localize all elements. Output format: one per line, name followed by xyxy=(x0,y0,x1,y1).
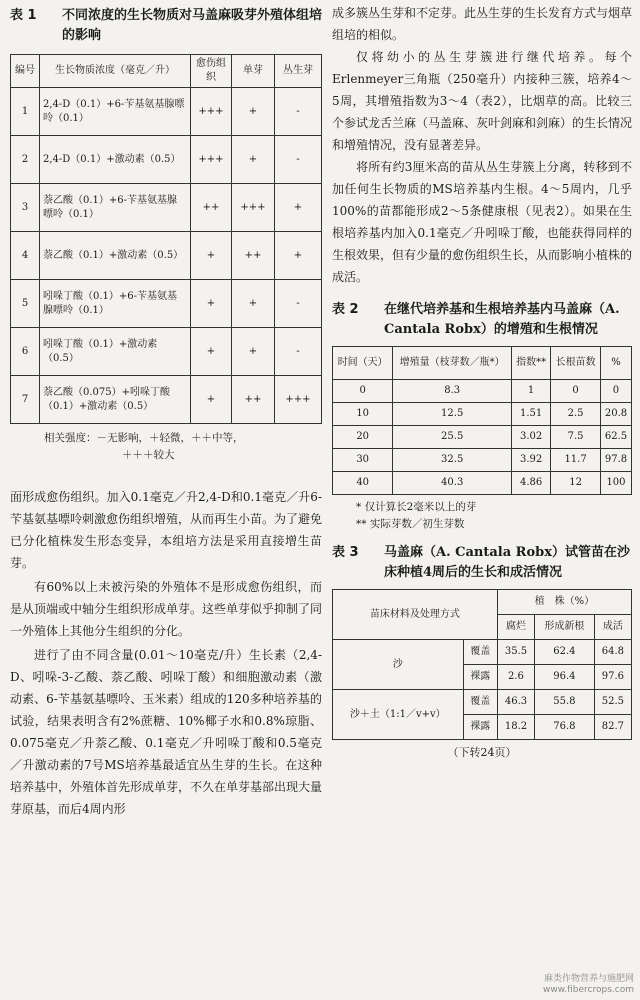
table2-cell: 100 xyxy=(600,472,631,495)
table3-cell-treatment: 覆盖 xyxy=(463,690,497,715)
table1-cell-cluster: +++ xyxy=(275,376,322,424)
table-row xyxy=(333,380,632,403)
table2-note-2: ** 实际芽数／初生芽数 xyxy=(356,518,465,530)
table2-header-index: 指数** xyxy=(512,347,551,380)
table1-cell-callus: + xyxy=(191,376,232,424)
table1-cell-cluster: + xyxy=(275,184,322,232)
table1-cell-callus: + xyxy=(191,232,232,280)
table2-cell: 20.8 xyxy=(600,403,631,426)
table2-cell: 7.5 xyxy=(551,426,601,449)
table-row xyxy=(11,376,322,424)
left-paragraph-1: 面形成愈伤组织。加入0.1毫克／升2,4-D和0.1毫克／升6-苄基氨基嘌呤刺激愈伤组织增殖，从而再生小苗。为了避免已分化植株发生形态变异，本组培方法是采用直接增生苗芽。 xyxy=(10,490,323,570)
table2-notes xyxy=(356,499,632,533)
watermark-line-1: 麻类作物营养与施肥网 xyxy=(543,974,634,984)
table3-body xyxy=(333,640,632,740)
table2-cell: 10 xyxy=(333,403,393,426)
table2-cell: 1.51 xyxy=(512,403,551,426)
table1-caption xyxy=(10,6,322,46)
table-row xyxy=(333,426,632,449)
table1 xyxy=(10,54,322,424)
table2-header-percent: % xyxy=(600,347,631,380)
table1-cell-substance: 吲哚丁酸（0.1）+6-苄基氨基腺嘌呤（0.1） xyxy=(40,280,191,328)
table1-header-callus: 愈伤组织 xyxy=(191,55,232,88)
table-row xyxy=(11,136,322,184)
table1-header-row xyxy=(11,55,322,88)
table2-cell: 97.8 xyxy=(600,449,631,472)
table1-cell-callus: + xyxy=(191,280,232,328)
table3-header-plants: 植 株（%） xyxy=(497,590,631,615)
table1-cell-cluster: - xyxy=(275,136,322,184)
table3-cell-survival: 97.6 xyxy=(594,665,631,690)
table3-cell-rot: 18.2 xyxy=(497,715,534,740)
watermark xyxy=(543,974,634,996)
table2-header-time: 时间（天） xyxy=(333,347,393,380)
table2-cell: 40 xyxy=(333,472,393,495)
table1-cell-substance: 萘乙酸（0.075）+吲哚丁酸（0.1）+激动素（0.5） xyxy=(40,376,191,424)
table1-cell-single: + xyxy=(232,136,275,184)
table1-cell-substance: 吲哚丁酸（0.1）+激动素（0.5） xyxy=(40,328,191,376)
table-row xyxy=(333,640,632,665)
table1-cell-cluster: + xyxy=(275,232,322,280)
table2-cell: 0 xyxy=(600,380,631,403)
table2-cell: 40.3 xyxy=(393,472,512,495)
table3 xyxy=(332,589,632,740)
table1-header-cluster: 丛生芽 xyxy=(275,55,322,88)
table1-cell-substance: 2,4-D（0.1）+激动素（0.5） xyxy=(40,136,191,184)
table1-cell-single: ++ xyxy=(232,232,275,280)
table3-cell-survival: 52.5 xyxy=(594,690,631,715)
table-row xyxy=(333,449,632,472)
table2 xyxy=(332,346,632,495)
left-column xyxy=(10,0,322,820)
table3-cell-material: 沙＋土（1:1／v+v） xyxy=(333,690,464,740)
right-paragraph-3: 将所有约3厘米高的苗从丛生芽簇上分离，转移到不加任何生长物质的MS培养基内生根。4～5周内，几乎100%的苗都能形成2～5条健康根（见表2）。如果在生根培养基内加入0.1毫克／升吲哚丁酸，也能获得同样的生根效果，但有少量的愈伤组织生长，从而影响小植株的成活。 xyxy=(332,160,633,284)
table3-header-new-roots: 形成新根 xyxy=(535,615,595,640)
left-paragraph-3: 进行了由不同含量(0.01～10毫克/升）生长素（2,4-D、吲哚-3-乙酸、萘乙酸、吲哚丁酸）和细胞激动素（激动素、6-苄基氨基嘌呤、玉米素）组成的120多种培养基的试验，结果表明含有2%蔗糖、10%椰子水和0.8%琼脂、0.075毫克／升萘乙酸、0.1毫克／升吲哚丁酸和0.5毫克／升激动素的7号MS培养基最适宜丛生芽的生长。在这种培养基中，外殖体首先形成单芽，不久在单芽基部出现大量芽原基，而后4周内形 xyxy=(10,648,323,816)
table-row xyxy=(11,232,322,280)
table1-title: 不同浓度的生长物质对马盖麻吸芽外殖体组培的影响 xyxy=(62,8,323,43)
table2-cell: 25.5 xyxy=(393,426,512,449)
table-row xyxy=(333,472,632,495)
table1-cell-single: +++ xyxy=(232,184,275,232)
table2-cell: 32.5 xyxy=(393,449,512,472)
table3-cell-treatment: 覆盖 xyxy=(463,640,497,665)
table2-cell: 62.5 xyxy=(600,426,631,449)
table1-cell-id: 3 xyxy=(11,184,40,232)
table2-cell: 11.7 xyxy=(551,449,601,472)
left-body-text xyxy=(10,486,322,820)
table3-header-row-1 xyxy=(333,590,632,615)
table2-cell: 0 xyxy=(333,380,393,403)
table-row xyxy=(11,328,322,376)
table3-cell-new-roots: 55.8 xyxy=(535,690,595,715)
table3-cell-rot: 35.5 xyxy=(497,640,534,665)
table1-cell-id: 6 xyxy=(11,328,40,376)
table1-cell-callus: +++ xyxy=(191,88,232,136)
table1-cell-substance: 萘乙酸（0.1）+激动素（0.5） xyxy=(40,232,191,280)
table-row xyxy=(11,280,322,328)
table1-body xyxy=(11,88,322,424)
table2-title: 在继代培养基和生根培养基内马盖麻（A. Cantala Robx）的增殖和生根情况 xyxy=(384,302,620,337)
table3-cell-survival: 82.7 xyxy=(594,715,631,740)
table1-cell-single: + xyxy=(232,88,275,136)
table3-header-survival: 成活 xyxy=(594,615,631,640)
table-row xyxy=(333,690,632,715)
table2-body xyxy=(333,380,632,495)
table1-cell-callus: ++ xyxy=(191,184,232,232)
left-paragraph-2: 有60%以上未被污染的外殖体不是形成愈伤组织，而是从顶端或中轴分生组织形成单芽。这些单芽似乎抑制了同一外殖体上其他分生组织的分化。 xyxy=(10,580,323,638)
right-body-text xyxy=(332,2,632,288)
table1-cell-id: 7 xyxy=(11,376,40,424)
table2-cell: 4.86 xyxy=(512,472,551,495)
table3-cell-new-roots: 76.8 xyxy=(535,715,595,740)
table1-note-line1: 相关强度：－无影响，＋轻微，＋＋中等， xyxy=(44,432,244,444)
table1-cell-id: 4 xyxy=(11,232,40,280)
table2-cell: 30 xyxy=(333,449,393,472)
table3-number: 表 3 xyxy=(332,545,359,560)
table1-number: 表 1 xyxy=(10,8,37,23)
table1-cell-cluster: - xyxy=(275,328,322,376)
table2-header-rooted: 长根苗数 xyxy=(551,347,601,380)
right-column xyxy=(332,0,632,760)
table1-cell-id: 2 xyxy=(11,136,40,184)
table2-cell: 20 xyxy=(333,426,393,449)
table3-cell-rot: 46.3 xyxy=(497,690,534,715)
table1-cell-substance: 萘乙酸（0.1）+6-苄基氨基腺嘌呤（0.1） xyxy=(40,184,191,232)
table2-note-1: * 仅计算长2毫米以上的芽 xyxy=(356,501,477,513)
table3-cell-treatment: 裸露 xyxy=(463,715,497,740)
table3-cell-survival: 64.8 xyxy=(594,640,631,665)
table1-note-line2: ＋＋＋较大 xyxy=(122,449,175,461)
table1-header-id: 编号 xyxy=(11,55,40,88)
table3-cell-rot: 2.6 xyxy=(497,665,534,690)
table1-cell-single: + xyxy=(232,280,275,328)
table1-cell-callus: + xyxy=(191,328,232,376)
table1-header-substance: 生长物质浓度（毫克／升） xyxy=(40,55,191,88)
table2-caption xyxy=(332,300,632,340)
table1-cell-callus: +++ xyxy=(191,136,232,184)
table1-cell-cluster: - xyxy=(275,280,322,328)
table1-note xyxy=(44,430,322,464)
right-paragraph-1: 成多簇丛生芽和不定芽。此丛生芽的生长发育方式与烟草组培的相似。 xyxy=(332,6,633,42)
table2-cell: 3.92 xyxy=(512,449,551,472)
table3-caption xyxy=(332,543,632,583)
table3-cell-material: 沙 xyxy=(333,640,464,690)
table2-cell: 12 xyxy=(551,472,601,495)
table1-cell-cluster: - xyxy=(275,88,322,136)
table3-cell-new-roots: 96.4 xyxy=(535,665,595,690)
table2-header-proliferation: 增殖量（枝芽数／瓶*） xyxy=(393,347,512,380)
watermark-line-2: www.fibercrops.com xyxy=(543,985,634,995)
right-paragraph-2: 仅将幼小的丛生芽簇进行继代培养。每个Erlenmeyer三角瓶（250毫升）内接种三簇，培养4～5周，其增殖指数为3～4（表2），比烟草的高。比较三个参试龙舌兰麻（马盖麻、灰叶剑麻和剑麻）的生长情况和增殖情况，没有显著差异。 xyxy=(332,50,633,152)
table2-number: 表 2 xyxy=(332,302,359,317)
table1-cell-substance: 2,4-D（0.1）+6-苄基氨基腺嘌呤（0.1） xyxy=(40,88,191,136)
table-row xyxy=(333,403,632,426)
table3-header-rot: 腐烂 xyxy=(497,615,534,640)
table-row xyxy=(11,184,322,232)
table2-cell: 3.02 xyxy=(512,426,551,449)
table3-cell-new-roots: 62.4 xyxy=(535,640,595,665)
table2-cell: 8.3 xyxy=(393,380,512,403)
table2-cell: 1 xyxy=(512,380,551,403)
table1-cell-single: ++ xyxy=(232,376,275,424)
table1-cell-id: 5 xyxy=(11,280,40,328)
table2-cell: 12.5 xyxy=(393,403,512,426)
table2-header-row xyxy=(333,347,632,380)
table-row xyxy=(11,88,322,136)
table2-cell: 2.5 xyxy=(551,403,601,426)
table1-cell-id: 1 xyxy=(11,88,40,136)
continued-note: （下转24页） xyxy=(447,746,517,759)
table3-header-material: 苗床材料及处理方式 xyxy=(333,590,498,640)
table1-cell-single: + xyxy=(232,328,275,376)
table3-cell-treatment: 裸露 xyxy=(463,665,497,690)
table2-cell: 0 xyxy=(551,380,601,403)
table3-title: 马盖麻（A. Cantala Robx）试管苗在沙床种植4周后的生长和成活情况 xyxy=(384,545,630,580)
table1-header-single: 单芽 xyxy=(232,55,275,88)
